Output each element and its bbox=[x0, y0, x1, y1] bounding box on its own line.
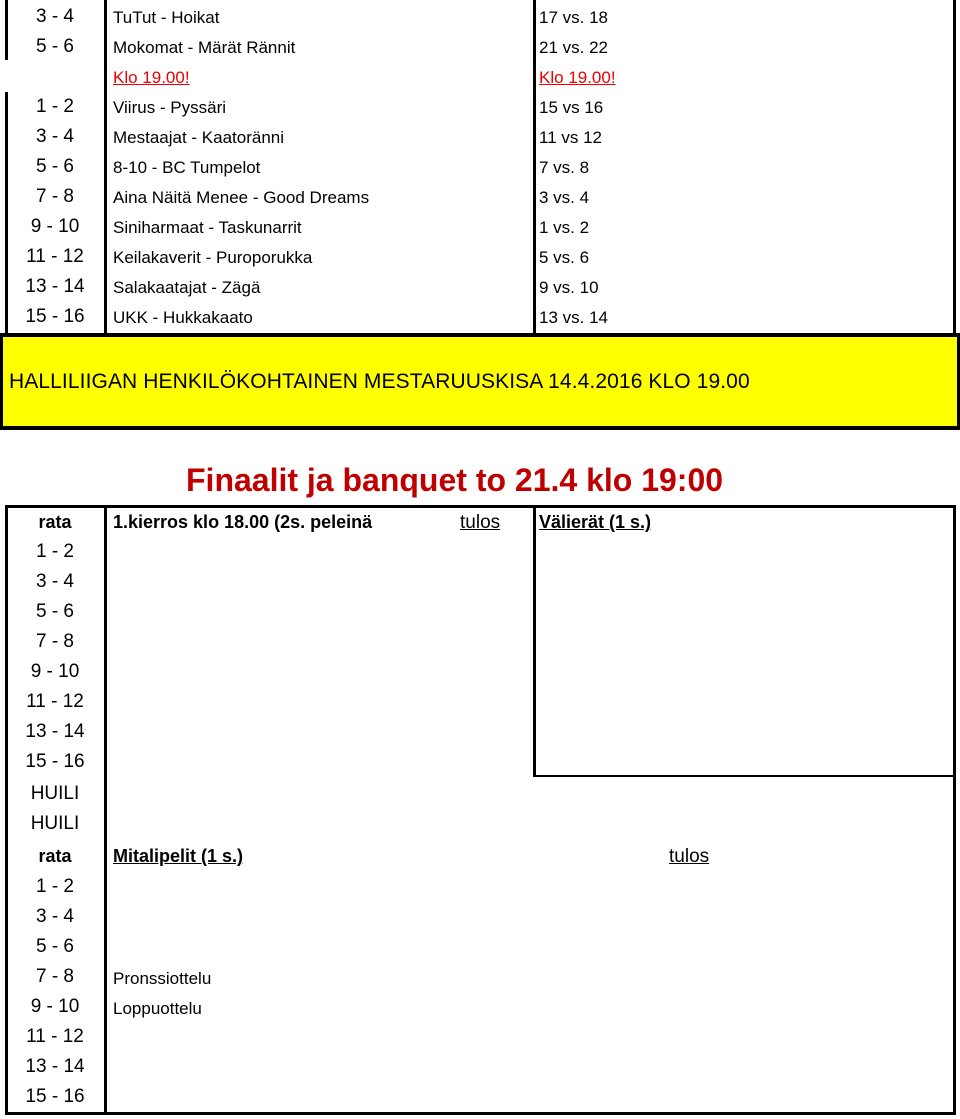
match-teams: Salakaatajat - Zägä bbox=[113, 278, 261, 297]
final-game-label: Loppuottelu bbox=[113, 999, 202, 1018]
lane-pair: 1 - 2 bbox=[35, 96, 75, 117]
lane-pair: 5 - 6 bbox=[35, 936, 75, 957]
lane-pair: 5 - 6 bbox=[35, 36, 75, 57]
lane-pair: 15 - 16 bbox=[25, 1086, 85, 1107]
lane-pair: 13 - 14 bbox=[25, 276, 85, 297]
match-lanes: 13 vs. 14 bbox=[539, 308, 608, 327]
match-teams: Siniharmaat - Taskunarrit bbox=[113, 218, 302, 237]
divider bbox=[5, 505, 956, 508]
divider bbox=[533, 505, 536, 777]
semifinals-header: Välierät (1 s.) bbox=[539, 512, 652, 532]
lane-pair: 7 - 8 bbox=[35, 186, 75, 207]
lane-pair: 5 - 6 bbox=[35, 601, 75, 622]
lane-pair: 1 - 2 bbox=[35, 541, 75, 562]
match-lanes: 1 vs. 2 bbox=[539, 218, 590, 237]
match-teams: Mestaajat - Kaatoränni bbox=[113, 128, 285, 147]
match-lanes: 9 vs. 10 bbox=[539, 278, 599, 297]
rata-header: rata bbox=[38, 512, 72, 532]
lane-pair: 3 - 4 bbox=[35, 6, 75, 27]
lane-pair: 9 - 10 bbox=[30, 216, 80, 237]
lane-pair: 3 - 4 bbox=[35, 571, 75, 592]
divider bbox=[5, 505, 8, 1115]
bronze-game-label: Pronssiottelu bbox=[113, 969, 212, 988]
match-lanes: 11 vs 12 bbox=[539, 128, 603, 147]
lane-pair: 7 - 8 bbox=[35, 631, 75, 652]
match-teams: 8-10 - BC Tumpelot bbox=[113, 158, 261, 177]
lane-pair: 13 - 14 bbox=[25, 1056, 85, 1077]
lane-pair: 11 - 12 bbox=[26, 1026, 84, 1047]
match-teams: Aina Näitä Menee - Good Dreams bbox=[113, 188, 370, 207]
lane-pair: HUILI bbox=[30, 813, 80, 834]
lane-pair: 11 - 12 bbox=[26, 246, 84, 267]
divider bbox=[5, 1112, 956, 1115]
rata-header: rata bbox=[38, 846, 72, 866]
lane-pair: 15 - 16 bbox=[25, 306, 85, 327]
lane-pair: 5 - 6 bbox=[35, 156, 75, 177]
match-lanes: 17 vs. 18 bbox=[539, 8, 608, 27]
divider bbox=[533, 775, 956, 777]
time-note: Klo 19.00! bbox=[539, 68, 616, 87]
divider bbox=[953, 505, 956, 1115]
lane-pair: 3 - 4 bbox=[35, 126, 75, 147]
match-teams: TuTut - Hoikat bbox=[113, 8, 220, 27]
lane-pair: 13 - 14 bbox=[25, 721, 85, 742]
time-note: Klo 19.00! bbox=[113, 68, 190, 87]
lane-pair: 7 - 8 bbox=[35, 966, 75, 987]
match-lanes: 7 vs. 8 bbox=[539, 158, 590, 177]
divider bbox=[953, 0, 956, 334]
round1-header: 1.kierros klo 18.00 (2s. peleinä bbox=[113, 512, 373, 532]
match-lanes: 5 vs. 6 bbox=[539, 248, 590, 267]
result-header: tulos bbox=[669, 846, 710, 867]
divider bbox=[104, 505, 107, 1115]
match-lanes: 21 vs. 22 bbox=[539, 38, 608, 57]
lane-pair: 3 - 4 bbox=[35, 906, 75, 927]
match-teams: Keilakaverit - Puroporukka bbox=[113, 248, 313, 267]
match-teams: Viirus - Pyssäri bbox=[113, 98, 227, 117]
lane-pair: 11 - 12 bbox=[26, 691, 84, 712]
lane-pair: 9 - 10 bbox=[30, 996, 80, 1017]
match-lanes: 3 vs. 4 bbox=[539, 188, 590, 207]
match-teams: Mokomat - Märät Rännit bbox=[113, 38, 296, 57]
lane-pair: HUILI bbox=[30, 783, 80, 804]
result-header: tulos bbox=[460, 512, 501, 533]
match-lanes: 15 vs 16 bbox=[539, 98, 604, 117]
lane-pair: 1 - 2 bbox=[35, 876, 75, 897]
match-teams: UKK - Hukkakaato bbox=[113, 308, 253, 327]
banner-title: HALLILIIGAN HENKILÖKOHTAINEN MESTARUUSKISA 14.4.2016 KLO 19.00 bbox=[9, 370, 750, 393]
competition-banner bbox=[0, 333, 960, 430]
lane-pair: 15 - 16 bbox=[25, 751, 85, 772]
medal-games-header: Mitalipelit (1 s.) bbox=[113, 846, 244, 866]
finals-title: Finaalit ja banquet to 21.4 klo 19:00 bbox=[186, 462, 724, 498]
lane-pair: 9 - 10 bbox=[30, 661, 80, 682]
divider bbox=[533, 0, 536, 334]
